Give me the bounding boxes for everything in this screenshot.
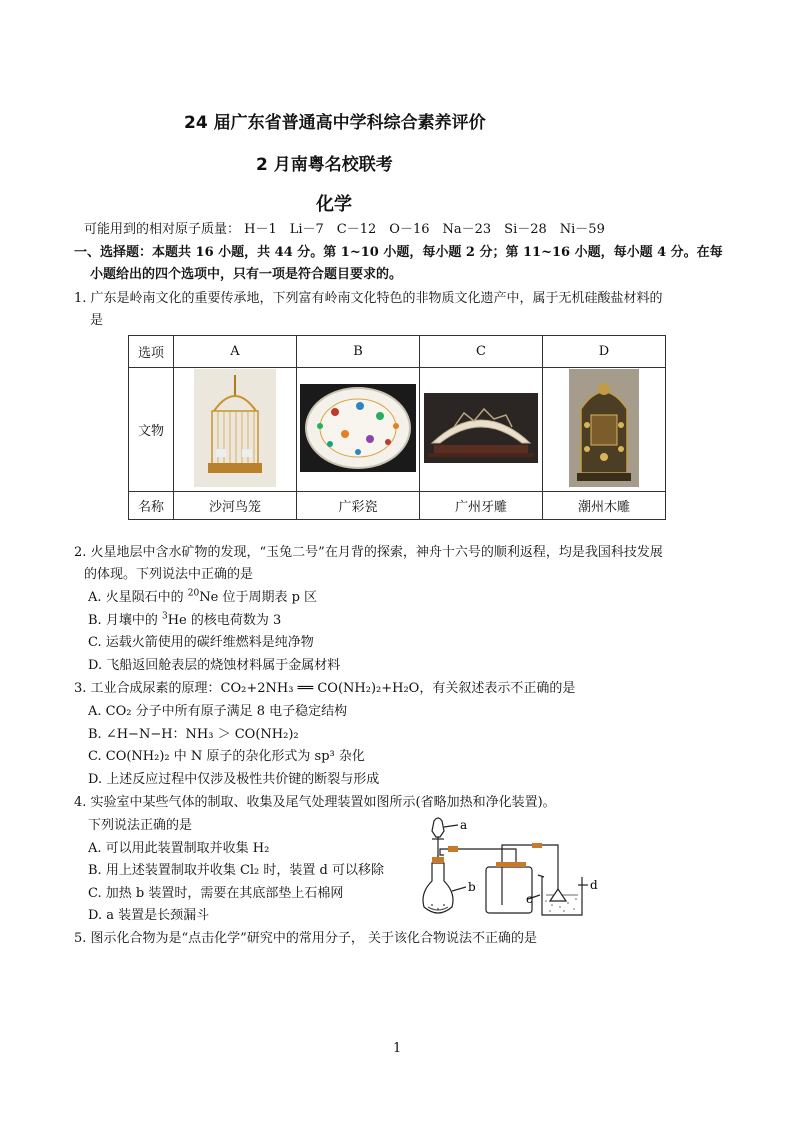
q4-option-b: B. 用上述装置制取并收集 Cl₂ 时，装置 d 可以移除	[88, 863, 384, 878]
q1-name-a: 沙河鸟笼	[174, 492, 297, 520]
q1-name-c: 广州牙雕	[420, 492, 543, 520]
q5-stem: 5. 图示化合物为是“点击化学”研究中的常用分子， 关于该化合物说法不正确的是	[74, 931, 537, 946]
subject-title: 化学	[316, 194, 352, 215]
q1-name-b: 广彩瓷	[297, 492, 420, 520]
q1-relic-d	[543, 368, 666, 492]
label-a: a	[460, 818, 468, 832]
q1-relic-a	[174, 368, 297, 492]
q1-header-option: 选项	[129, 336, 174, 368]
birdcage-image	[194, 369, 276, 487]
q3-stem: 3. 工业合成尿素的原理：CO₂+2NH₃ ══ CO(NH₂)₂+H₂O，有关叙述表示不正确的是	[74, 681, 576, 696]
q4-stem-line2: 下列说法正确的是	[88, 818, 193, 833]
q3-option-b: B. ∠H−N−H：NH₃ ＞ CO(NH₂)₂	[88, 727, 299, 742]
q1-header-name: 名称	[129, 492, 174, 520]
q2-stem-line1: 2. 火星地层中含水矿物的发现，“玉兔二号”在月背的探索，神舟十六号的顺利返程，均是我国科技发展	[74, 545, 663, 560]
q2-option-a: A. 火星陨石中的 $^{20}$Ne 位于周期表 p 区	[88, 588, 318, 605]
porcelain-plate-image	[300, 384, 416, 472]
q1-option-c: C	[420, 336, 543, 368]
q4-option-d: D. a 装置是长颈漏斗	[88, 908, 210, 923]
section-heading-line2: 小题给出的四个选项中，只有一项是符合题目要求的。	[90, 267, 403, 282]
q4-option-c: C. 加热 b 装置时，需要在其底部垫上石棉网	[88, 886, 344, 901]
exam-subtitle: 2 月南粤名校联考	[256, 155, 393, 175]
q1-option-b: B	[297, 336, 420, 368]
q1-name-d: 潮州木雕	[543, 492, 666, 520]
apparatus-diagram	[418, 815, 604, 921]
q2-stem-line2: 的体现。下列说法中正确的是	[84, 567, 254, 582]
q1-relic-c	[420, 368, 543, 492]
q2-option-c: C. 运载火箭使用的碳纤维燃料是纯净物	[88, 635, 314, 650]
section-heading-line1: 一、选择题：本题共 16 小题，共 44 分。第 1~10 小题，每小题 2 分；第 11~16 小题，每小题 4 分。在每	[74, 245, 723, 260]
atomic-masses: 可能用到的相对原子质量： H－1 Li－7 C－12 O－16 Na－23 Si－28 Ni－59	[84, 222, 605, 237]
q1-header-relic: 文物	[129, 368, 174, 492]
q1-stem-line2: 是	[90, 313, 104, 328]
q1-table	[128, 335, 666, 520]
q2-option-d: D. 飞船返回舱表层的烧蚀材料属于金属材料	[88, 658, 341, 673]
q3-option-c: C. CO(NH₂)₂ 中 N 原子的杂化形式为 sp³ 杂化	[88, 749, 365, 764]
label-d: d	[590, 878, 598, 892]
q4-stem-line1: 4. 实验室中某些气体的制取、收集及尾气处理装置如图所示(省略加热和净化装置)。	[74, 795, 556, 810]
wood-carving-image	[569, 369, 639, 487]
q3-option-d: D. 上述反应过程中仅涉及极性共价键的断裂与形成	[88, 772, 380, 787]
q1-relic-b	[297, 368, 420, 492]
ivory-carving-image	[424, 393, 538, 463]
q3-option-a: A. CO₂ 分子中所有原子满足 8 电子稳定结构	[88, 704, 348, 719]
q1-stem-line1: 1. 广东是岭南文化的重要传承地，下列富有岭南文化特色的非物质文化遗产中，属于无机硅酸盐材料的	[74, 291, 663, 306]
label-c: c	[526, 892, 533, 906]
q1-option-d: D	[543, 336, 666, 368]
q2-option-b: B. 月壤中的 $^3$He 的核电荷数为 3	[88, 611, 282, 628]
q1-option-a: A	[174, 336, 297, 368]
exam-title: 24 届广东省普通高中学科综合素养评价	[184, 113, 486, 133]
page-number: 1	[393, 1041, 402, 1056]
label-b: b	[468, 880, 476, 894]
q4-option-a: A. 可以用此装置制取并收集 H₂	[88, 841, 270, 856]
